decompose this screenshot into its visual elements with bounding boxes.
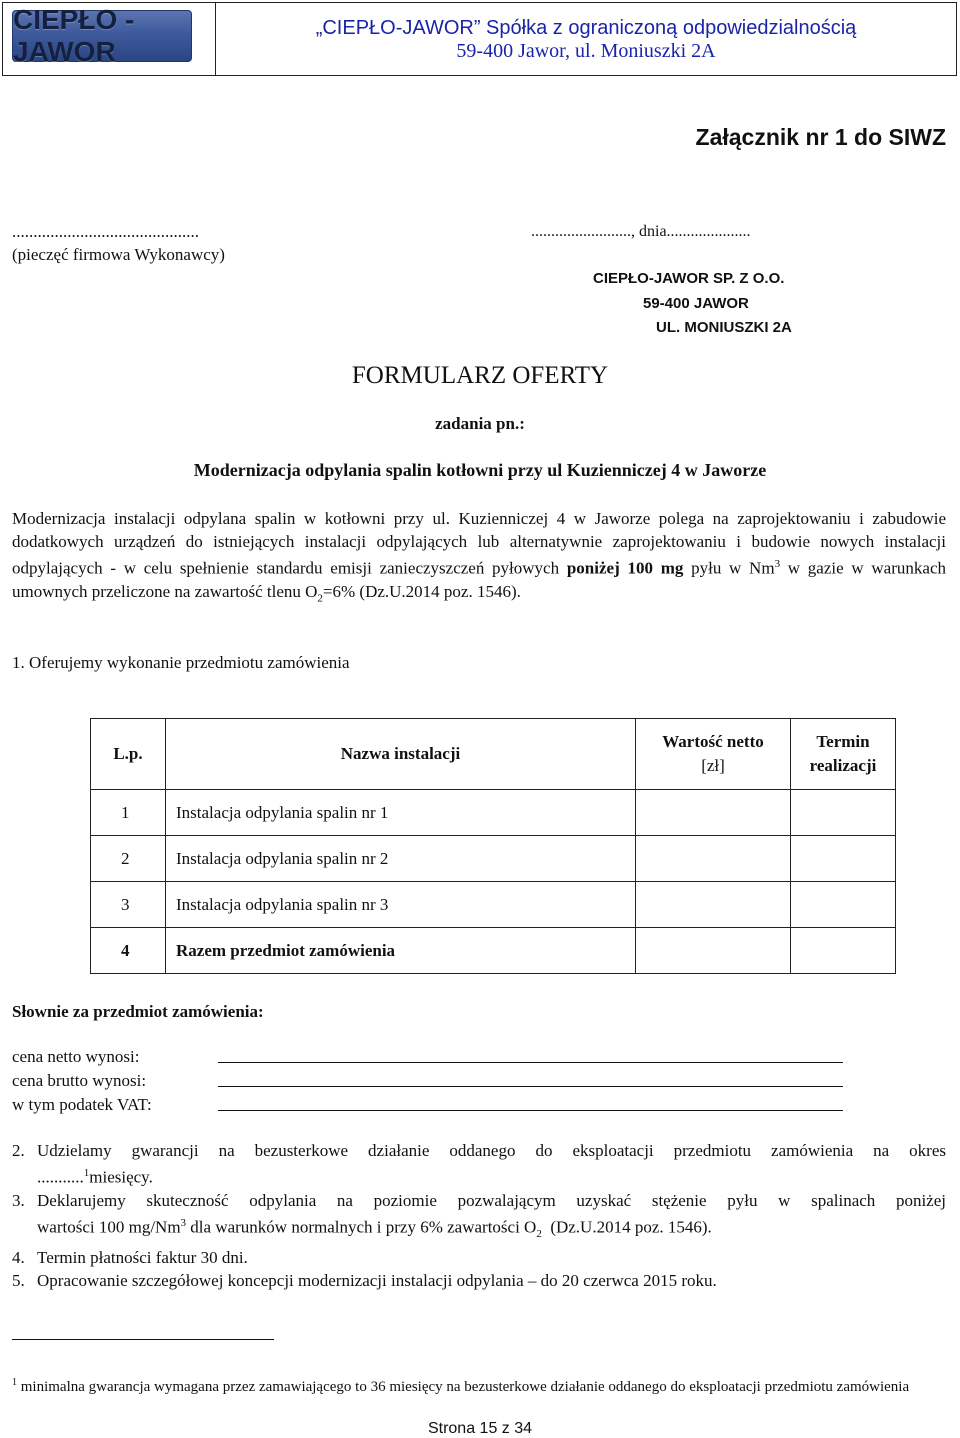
warranty-dots: ........... xyxy=(37,1167,84,1187)
efficiency-c: (Dz.U.2014 poz. 1546). xyxy=(541,1217,712,1237)
header-term-line2: realizacji xyxy=(809,756,877,775)
description-part2: pyłu w Nm xyxy=(683,558,775,578)
stamp-label: (pieczęć firmowa Wykonawcy) xyxy=(12,245,225,264)
description-sup: 3 xyxy=(774,558,781,570)
description-part3: w gazie w warunkach umownych przeliczone na zawartość tlenu O xyxy=(12,558,946,601)
header-value xyxy=(636,719,791,790)
table-total-row xyxy=(91,928,896,974)
row-term-cell[interactable] xyxy=(791,928,896,974)
header-value-line2: [zł] xyxy=(701,756,725,775)
date-line: ........................., dnia..................... xyxy=(531,223,751,240)
row-name: Instalacja odpylania spalin nr 2 xyxy=(166,836,636,882)
row-name: Instalacja odpylania spalin nr 3 xyxy=(166,882,636,928)
vat-field[interactable] xyxy=(218,1110,843,1111)
description-part4: =6% (Dz.U.2014 poz. 1546). xyxy=(322,581,521,601)
header-term-line1: Termin xyxy=(816,732,870,751)
item-number: 4. xyxy=(12,1247,25,1267)
list-item xyxy=(12,1139,946,1189)
company-name: „CIEPŁO-JAWOR” Spółka z ograniczoną odpowiedzialnością xyxy=(315,17,857,39)
efficiency-a: wartości 100 mg/Nm xyxy=(37,1217,181,1237)
table-row xyxy=(91,836,896,882)
item-number: 2. xyxy=(12,1141,25,1160)
efficiency-sup: 3 xyxy=(180,1216,187,1229)
row-lp: 2 xyxy=(91,836,166,882)
row-name: Razem przedmiot zamówienia xyxy=(166,928,636,974)
warranty-months: miesięcy. xyxy=(89,1167,153,1187)
table-row xyxy=(91,790,896,836)
row-lp: 4 xyxy=(91,928,166,974)
row-term-cell[interactable] xyxy=(791,836,896,882)
efficiency-b: dla warunków normalnych i przy 6% zawartości O xyxy=(186,1217,537,1237)
footnote-mark: 1 xyxy=(12,1377,17,1388)
row-value-cell[interactable] xyxy=(636,928,791,974)
row-value-cell[interactable] xyxy=(636,790,791,836)
table-row xyxy=(91,882,896,928)
row-value-cell[interactable] xyxy=(636,882,791,928)
row-lp: 1 xyxy=(91,790,166,836)
efficiency-sub: 2 xyxy=(536,1227,542,1240)
words-label: Słownie za przedmiot zamówienia: xyxy=(12,1002,264,1021)
header-term xyxy=(791,719,896,790)
recipient-line3: UL. MONIUSZKI 2A xyxy=(656,319,792,336)
list-item xyxy=(12,1189,946,1246)
form-title: FORMULARZ OFERTY xyxy=(351,362,609,389)
net-price-field[interactable] xyxy=(218,1062,843,1063)
list-item xyxy=(12,1269,946,1292)
description-bold: poniżej 100 mg xyxy=(566,558,684,578)
item-number: 3. xyxy=(12,1190,25,1210)
footnote-separator xyxy=(12,1339,274,1340)
efficiency-text: Deklarujemy skuteczność odpylania na poziomie pozwalającym uzyskać stężenie pyłu w spalinach poniżej xyxy=(37,1190,946,1210)
row-value-cell[interactable] xyxy=(636,836,791,882)
warranty-text: Udzielamy gwarancji na bezusterkowe działanie oddanego do eksploatacji przedmiotu zamówienia na okres xyxy=(37,1141,946,1160)
description-part1: Modernizacja instalacji odpylana spalin w kotłowni przy ul. Kuzienniczej 4 w Jaworze polega na zaprojektowaniu i zabudowie dodatkowych urządzeń do istniejących instalacji odpylających lub alternatywnie zaprojektowaniu i budowie nowych instalacji odpylających - w celu spełnienie standardu emisji zanieczyszczeń pyłowych xyxy=(12,509,946,578)
recipient-line2: 59-400 JAWOR xyxy=(643,295,749,312)
header-name: Nazwa instalacji xyxy=(166,719,636,790)
header-divider xyxy=(215,2,216,76)
vat-label: w tym podatek VAT: xyxy=(12,1095,152,1114)
stamp-dots: ............................................ xyxy=(12,222,199,241)
footnote-text: minimalna gwarancja wymagana przez zamawiającego to 36 miesięcy na bezusterkowe działanie oddanego do eksploatacji przedmiotu zamówienia xyxy=(17,1379,910,1395)
row-name: Instalacja odpylania spalin nr 1 xyxy=(166,790,636,836)
offer-table xyxy=(90,718,896,974)
description-paragraph xyxy=(12,507,946,610)
net-price-label: cena netto wynosi: xyxy=(12,1047,140,1066)
payment-term-text: Termin płatności faktur 30 dni. xyxy=(37,1247,248,1267)
warranty-footnote-mark: 1 xyxy=(83,1167,90,1179)
company-address: 59-400 Jawor, ul. Moniuszki 2A xyxy=(456,40,716,62)
item-number: 5. xyxy=(12,1270,25,1290)
concept-deadline-text: Opracowanie szczegółowej koncepcji modernizacji instalacji odpylania – do 20 czerwca 2015 roku. xyxy=(37,1270,717,1290)
list-item xyxy=(12,1246,946,1269)
section-1-heading: 1. Oferujemy wykonanie przedmiotu zamówienia xyxy=(12,653,350,672)
header-value-line1: Wartość netto xyxy=(662,732,764,751)
task-label: zadania pn.: xyxy=(435,414,525,433)
logo-text: CIEPŁO - JAWOR xyxy=(13,4,135,67)
company-logo xyxy=(12,4,192,67)
numbered-list xyxy=(12,1139,946,1292)
description-sub: 2 xyxy=(317,592,323,605)
recipient-line1: CIEPŁO-JAWOR SP. Z O.O. xyxy=(593,270,785,287)
table-header-row xyxy=(91,719,896,790)
footnote xyxy=(12,1373,942,1397)
page-number: Strona 15 z 34 xyxy=(427,1420,533,1437)
project-name: Modernizacja odpylania spalin kotłowni przy ul Kuzienniczej 4 w Jaworze xyxy=(193,460,767,480)
gross-price-field[interactable] xyxy=(218,1086,843,1087)
row-lp: 3 xyxy=(91,882,166,928)
item-text xyxy=(37,1189,946,1246)
header-lp: L.p. xyxy=(91,719,166,790)
item-text xyxy=(37,1139,946,1189)
row-term-cell[interactable] xyxy=(791,882,896,928)
annex-title: Załącznik nr 1 do SIWZ xyxy=(695,124,946,150)
gross-price-label: cena brutto wynosi: xyxy=(12,1071,147,1090)
row-term-cell[interactable] xyxy=(791,790,896,836)
